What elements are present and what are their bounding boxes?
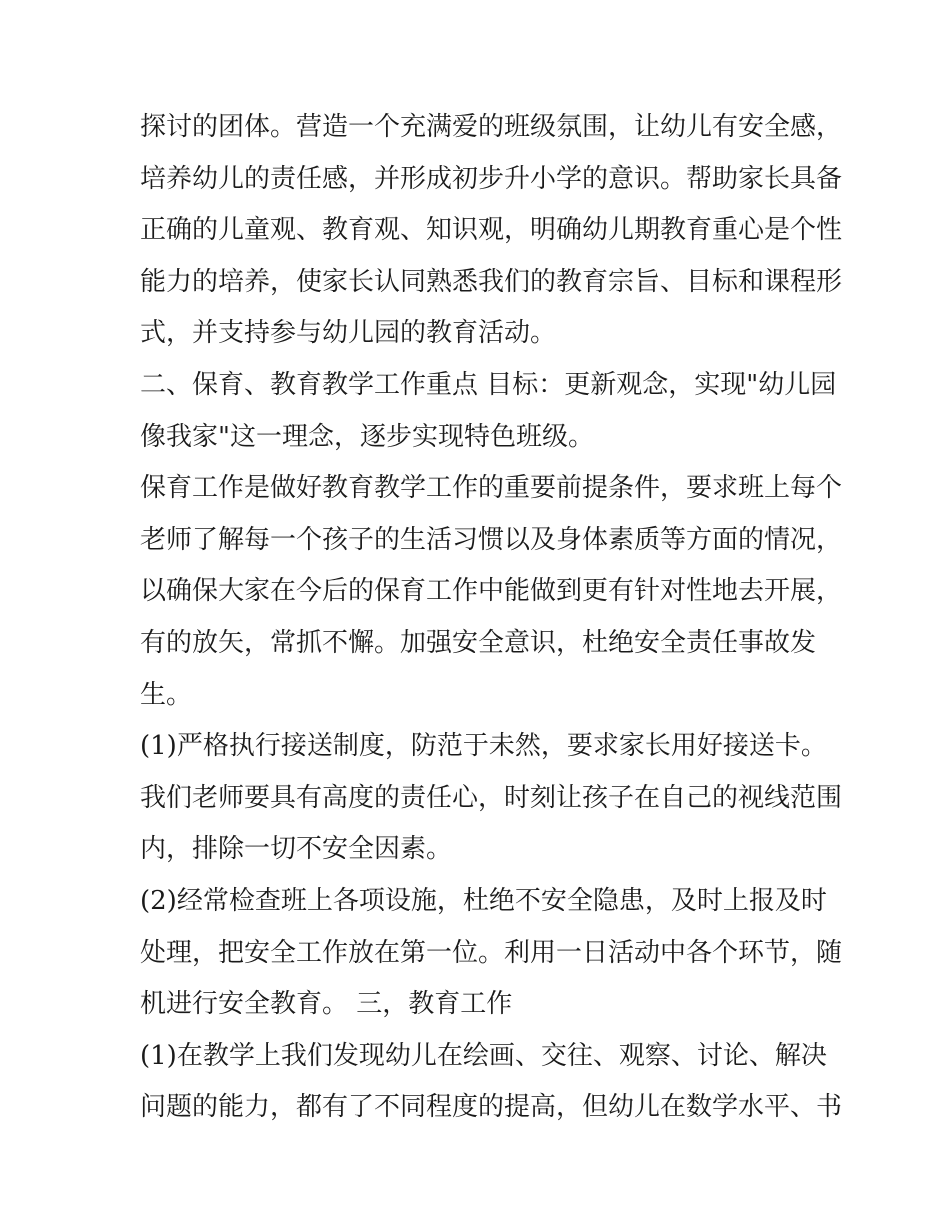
- text-line: 有的放矢，常抓不懈。加强安全意识，杜绝安全责任事故发: [140, 627, 817, 658]
- text-line: 以确保大家在今后的保育工作中能做到更有针对性地去开展，: [140, 576, 843, 607]
- text-line: 能力的培养，使家长认同熟悉我们的教育宗旨、目标和课程形: [140, 266, 843, 297]
- text-line: 我们老师要具有高度的责任心，时刻让孩子在自己的视线范围: [140, 782, 843, 813]
- list-item-line: (1)严格执行接送制度，防范于未然，要求家长用好接送卡。: [140, 731, 827, 762]
- list-item-line: (1)在教学上我们发现幼儿在绘画、交往、观察、讨论、解决: [140, 1040, 827, 1071]
- document-body: [140, 102, 843, 1134]
- list-item-line: (2)经常检查班上各项设施，杜绝不安全隐患，及时上报及时: [140, 885, 827, 916]
- text-line: 老师了解每一个孩子的生活习惯以及身体素质等方面的情况，: [140, 524, 843, 555]
- text-line: 式，并支持参与幼儿园的教育活动。: [140, 318, 557, 349]
- text-line: 问题的能力，都有了不同程度的提高，但幼儿在数学水平、书: [140, 1092, 843, 1123]
- text-line: 处理，把安全工作放在第一位。利用一日活动中各个环节，随: [140, 937, 843, 968]
- text-line: 正确的儿童观、教育观、知识观，明确幼儿期教育重心是个性: [140, 215, 843, 246]
- text-line: 保育工作是做好教育教学工作的重要前提条件，要求班上每个: [140, 473, 843, 504]
- text-line: 机进行安全教育。 三，教育工作: [140, 989, 513, 1020]
- text-line: 探讨的团体。营造一个充满爱的班级氛围，让幼儿有安全感，: [140, 112, 843, 142]
- text-line: 培养幼儿的责任感，并形成初步升小学的意识。帮助家长具备: [140, 163, 843, 194]
- text-line: 像我家"这一理念，逐步实现特色班级。: [140, 421, 594, 452]
- text-line: 生。: [140, 679, 193, 710]
- section-heading-line: 二、保育、教育教学工作重点 目标：更新观念，实现"幼儿园: [140, 369, 837, 400]
- text-line: 内，排除一切不安全因素。: [140, 834, 453, 865]
